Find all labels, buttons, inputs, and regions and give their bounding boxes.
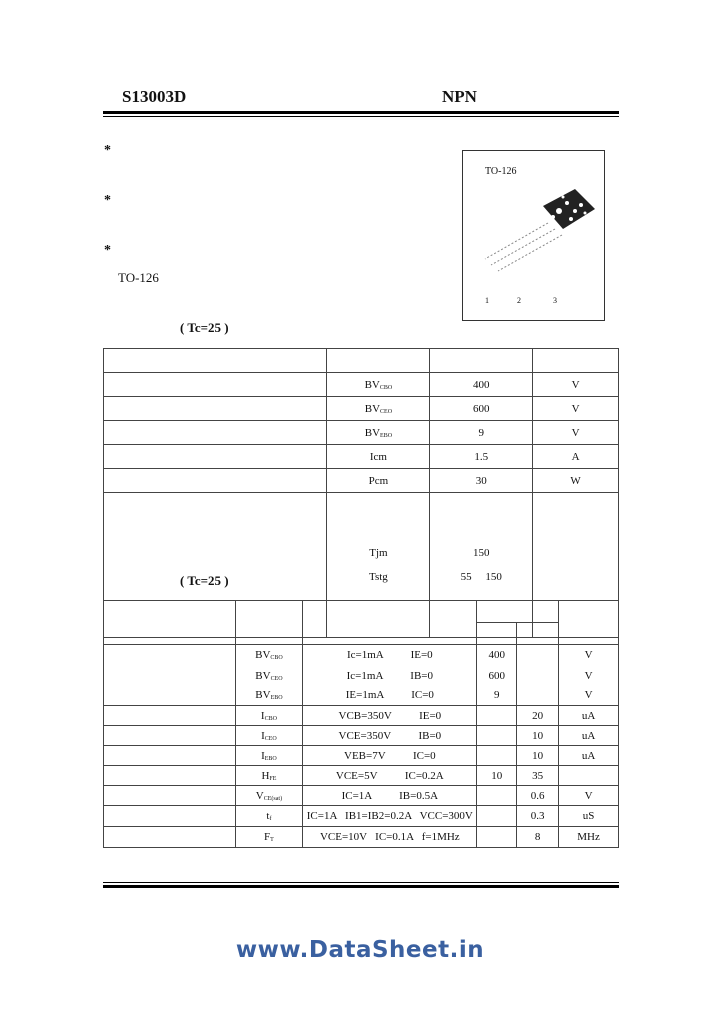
symbol-cell: ICEO bbox=[235, 726, 303, 746]
min-cell bbox=[477, 746, 517, 766]
condition-cell: VCE=10V IC=0.1A f=1MHz bbox=[303, 827, 477, 848]
symbol-cell: Tjm Tstg bbox=[327, 493, 430, 638]
value-cell: 30 bbox=[430, 469, 533, 493]
unit-cell: V bbox=[533, 397, 619, 421]
value-cell: 150 55 150 bbox=[430, 493, 533, 638]
condition-cell: VEB=7V IC=0 bbox=[303, 746, 477, 766]
symbol-cell: VCE(sat) bbox=[235, 786, 303, 806]
symbol-cell: BVCBO bbox=[235, 645, 303, 666]
min-cell bbox=[477, 786, 517, 806]
transistor-type: NPN bbox=[442, 87, 477, 106]
symbol-cell: BVCEO bbox=[327, 397, 430, 421]
symbol-cell: HFE bbox=[235, 766, 303, 786]
package-text: TO-126 bbox=[118, 270, 159, 285]
unit-cell: V bbox=[559, 645, 619, 666]
header-rule-thin bbox=[103, 116, 619, 117]
condition-cell: VCE=350V IB=0 bbox=[303, 726, 477, 746]
package-label: TO-126 bbox=[485, 166, 517, 177]
table-row bbox=[104, 469, 619, 493]
pin-2: 2 bbox=[517, 296, 521, 305]
table-row bbox=[104, 766, 619, 786]
max-cell: 20 bbox=[517, 706, 559, 726]
feature-star-2: * bbox=[104, 193, 111, 208]
unit-cell: uS bbox=[559, 806, 619, 827]
unit-cell: MHz bbox=[559, 827, 619, 848]
max-cell: 10 bbox=[517, 746, 559, 766]
unit-cell: V bbox=[533, 373, 619, 397]
pin-1: 1 bbox=[485, 296, 489, 305]
table-row bbox=[104, 445, 619, 469]
elec-table bbox=[103, 600, 619, 848]
unit-cell: V bbox=[559, 666, 619, 686]
header-rule bbox=[103, 111, 619, 114]
max-cell: 0.6 bbox=[517, 786, 559, 806]
condition-cell: Ic=1mA IE=0 bbox=[303, 645, 477, 666]
max-cell: 35 bbox=[517, 766, 559, 786]
min-cell bbox=[477, 827, 517, 848]
to126-image bbox=[463, 151, 604, 320]
symbol-cell: IEBO bbox=[235, 746, 303, 766]
unit-cell: uA bbox=[559, 706, 619, 726]
footer-rule bbox=[103, 885, 619, 888]
condition-cell: VCE=5V IC=0.2A bbox=[303, 766, 477, 786]
table-header-row bbox=[104, 601, 619, 623]
symbol-cell: BVEBO bbox=[327, 421, 430, 445]
min-cell: 9 bbox=[477, 686, 517, 706]
symbol-cell: BVCEO bbox=[235, 666, 303, 686]
max-ratings-table bbox=[103, 348, 619, 638]
unit-cell bbox=[559, 766, 619, 786]
table-row bbox=[104, 827, 619, 848]
symbol-cell: ICBO bbox=[235, 706, 303, 726]
symbol-cell: FT bbox=[235, 827, 303, 848]
table-row bbox=[104, 786, 619, 806]
max-cell bbox=[517, 686, 559, 706]
max-cell bbox=[517, 645, 559, 666]
unit-cell: uA bbox=[559, 746, 619, 766]
max-cell: 0.3 bbox=[517, 806, 559, 827]
pin-3: 3 bbox=[553, 296, 557, 305]
min-cell bbox=[477, 726, 517, 746]
value-cell: 400 bbox=[430, 373, 533, 397]
max-cell: 10 bbox=[517, 726, 559, 746]
table-row bbox=[104, 397, 619, 421]
condition-cell: IC=1A IB1=IB2=0.2A VCC=300V bbox=[303, 806, 477, 827]
table-row bbox=[104, 645, 619, 666]
symbol-cell: tf bbox=[235, 806, 303, 827]
table-row bbox=[104, 806, 619, 827]
value-cell: 600 bbox=[430, 397, 533, 421]
symbol-cell: Pcm bbox=[327, 469, 430, 493]
table-row bbox=[104, 746, 619, 766]
unit-cell: V bbox=[559, 686, 619, 706]
watermark: www.DataSheet.in bbox=[235, 937, 485, 963]
table-header-row bbox=[104, 349, 619, 373]
symbol-cell: BVEBO bbox=[235, 686, 303, 706]
max-cell bbox=[517, 666, 559, 686]
part-number: S13003D bbox=[122, 87, 187, 106]
max-ratings-condition: ( Tc=25 ) bbox=[180, 320, 229, 335]
min-cell: 10 bbox=[477, 766, 517, 786]
value-cell: 1.5 bbox=[430, 445, 533, 469]
table-row bbox=[104, 421, 619, 445]
feature-star-3: * bbox=[104, 243, 111, 258]
feature-star-1: * bbox=[104, 143, 111, 158]
table-row bbox=[104, 373, 619, 397]
unit-cell: V bbox=[533, 421, 619, 445]
symbol-cell: BVCBO bbox=[327, 373, 430, 397]
table-row bbox=[104, 726, 619, 746]
min-cell bbox=[477, 706, 517, 726]
unit-cell: W bbox=[533, 469, 619, 493]
value-cell: 9 bbox=[430, 421, 533, 445]
min-cell: 600 bbox=[477, 666, 517, 686]
unit-cell: uA bbox=[559, 726, 619, 746]
footer-rule-thin bbox=[103, 882, 619, 883]
symbol-cell: Icm bbox=[327, 445, 430, 469]
condition-cell: IE=1mA IC=0 bbox=[303, 686, 477, 706]
condition-cell: IC=1A IB=0.5A bbox=[303, 786, 477, 806]
package-figure bbox=[462, 150, 605, 321]
elec-condition: ( Tc=25 ) bbox=[180, 573, 229, 588]
min-cell: 400 bbox=[477, 645, 517, 666]
unit-cell: V bbox=[559, 786, 619, 806]
min-cell bbox=[477, 806, 517, 827]
unit-cell: A bbox=[533, 445, 619, 469]
condition-cell: Ic=1mA IB=0 bbox=[303, 666, 477, 686]
table-row bbox=[104, 706, 619, 726]
max-cell: 8 bbox=[517, 827, 559, 848]
condition-cell: VCB=350V IE=0 bbox=[303, 706, 477, 726]
